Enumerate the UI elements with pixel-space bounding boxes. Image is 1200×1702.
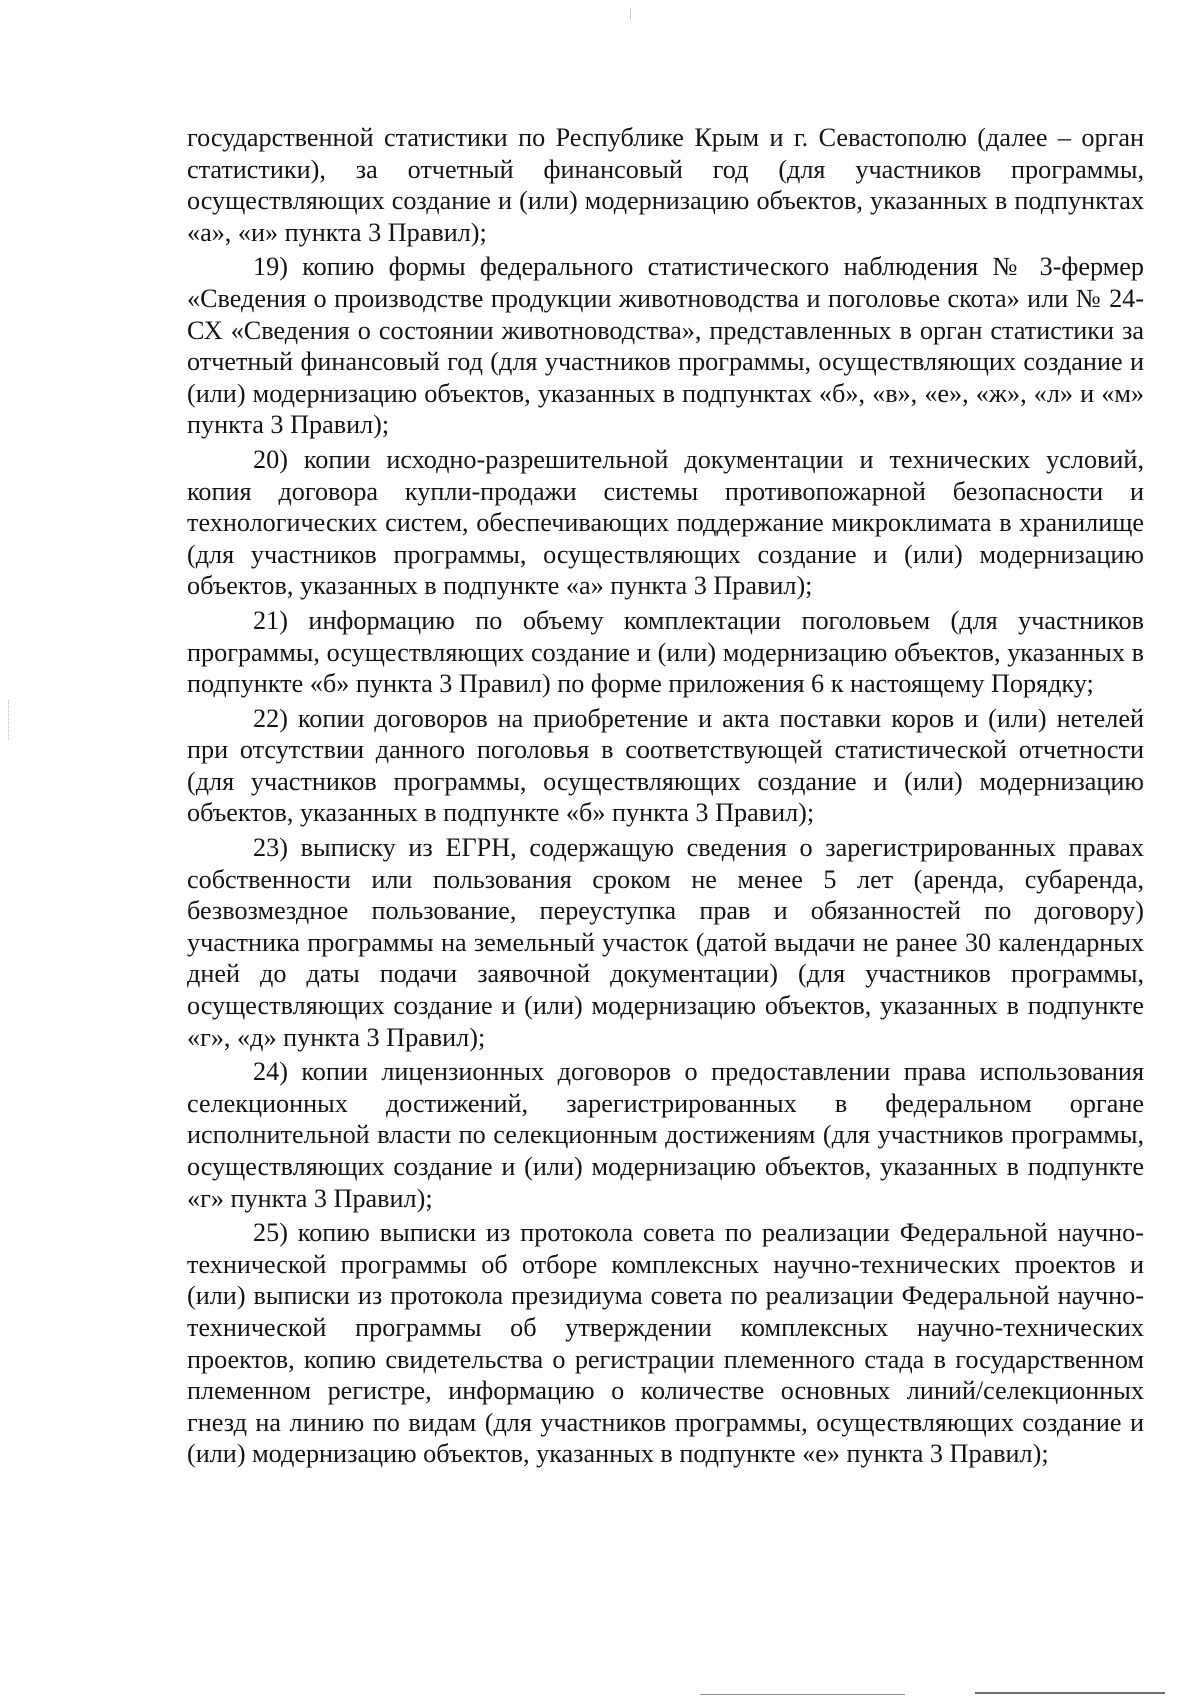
paragraph-continuation: государственной статистики по Республике Крым и г. Севастополю (далее – орган статистики), за отчетный финансовый год (для участников программы, осуществляющих создание и (или) модернизацию объектов, указанных в подпунктах «а», «и» пункта 3 Правил); bbox=[187, 123, 1144, 247]
footer-rule-left bbox=[700, 1694, 905, 1695]
paragraph-item-21: 21) информацию по объему комплектации поголовьем (для участников программы, осуществляющих создание и (или) модернизацию объектов, указанных в подпункте «б» пункта 3 Правил) по форме приложения 6 к настоящему Порядку; bbox=[187, 605, 1144, 699]
paragraph-item-20: 20) копии исходно-разрешительной документации и технических условий, копия договора купли-продажи системы противопожарной безопасности и технологических систем, обеспечивающих поддержание микроклимата в хранилище (для участников программы, осуществляющих создание и (или) модернизацию объектов, указанных в подпункте «а» пункта 3 Правил); bbox=[187, 444, 1144, 601]
scan-edge-mark bbox=[630, 8, 631, 20]
paragraph-item-23: 23) выписку из ЕГРН, содержащую сведения о зарегистрированных правах собственности или пользования сроком не менее 5 лет (аренда, субаренда, безвозмездное пользование, переуступка прав и обязанностей по договору) участника программы на земельный участок (датой выдачи не ранее 30 календарных дней до даты подачи заявочной документации) (для участников программы, осуществляющих создание и (или) модернизацию объектов, указанных в подпункте «г», «д» пункта 3 Правил); bbox=[187, 833, 1144, 1052]
paragraph-item-19: 19) копию формы федерального статистического наблюдения № 3-фермер «Сведения о производстве продукции животноводства и поголовье скота» или № 24-СХ «Сведения о состоянии животноводства», представленных в орган статистики за отчетный финансовый год (для участников программы, осуществляющих создание и (или) модернизацию объектов, указанных в подпунктах «б», «в», «е», «ж», «л» и «м» пункта 3 Правил); bbox=[187, 252, 1144, 440]
scan-margin-dots bbox=[8, 700, 11, 740]
footer-rule-right bbox=[975, 1692, 1165, 1694]
paragraph-item-25: 25) копию выписки из протокола совета по реализации Федеральной научно-технической программы об отборе комплексных научно-технических проектов и (или) выписки из протокола президиума совета по реализации Федеральной научно-технической программы об утверждении комплексных научно-технических проектов, копию свидетельства о регистрации племенного стада в государственном племенном регистре, информацию о количестве основных линий/селекционных гнезд на линию по видам (для участников программы, осуществляющих создание и (или) модернизацию объектов, указанных в подпункте «е» пункта 3 Правил); bbox=[187, 1218, 1144, 1469]
document-body bbox=[187, 122, 1144, 1473]
paragraph-item-24: 24) копии лицензионных договоров о предоставлении права использования селекционных достижений, зарегистрированных в федеральном органе исполнительной власти по селекционным достижениям (для участников программы, осуществляющих создание и (или) модернизацию объектов, указанных в подпункте «г» пункта 3 Правил); bbox=[187, 1057, 1144, 1213]
paragraph-item-22: 22) копии договоров на приобретение и акта поставки коров и (или) нетелей при отсутствии данного поголовья в соответствующей статистической отчетности (для участников программы, осуществляющих создание и (или) модернизацию объектов, указанных в подпункте «б» пункта 3 Правил); bbox=[187, 703, 1144, 828]
